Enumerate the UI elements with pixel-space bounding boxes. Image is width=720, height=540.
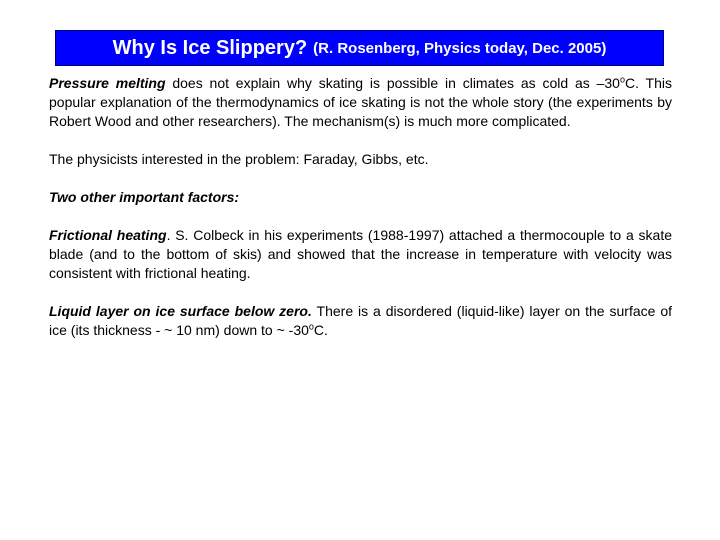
section-heading: Two other important factors: [49,189,240,205]
paragraph-text: There is a disordered (liquid-like) layer on the surface of ice (its thickness - ~ 10 nm) down to ~ -30 [49,303,672,338]
term-pressure-melting: Pressure melting [49,75,166,91]
term-frictional-heating: Frictional heating [49,227,167,243]
paragraph-text: . S. Colbeck in his experiments (1988-1997) attached a thermocouple to a skate blade (and to the bottom of skis) and showed that the increase in temperature with velocity was consistent with frictional heating. [49,227,672,281]
degree-superscript: o [308,321,314,332]
paragraph-liquid-layer [49,302,672,340]
paragraph-pressure-melting [49,74,672,131]
paragraph-text: C. [313,322,328,338]
paragraph-text: does not explain why skating is possible in climates as cold as –30 [165,75,620,91]
slide-title-bar [55,30,664,66]
term-liquid-layer: Liquid layer on ice surface below zero. [49,303,312,319]
paragraph-text: C. This popular explanation of the thermodynamics of ice skating is not the whole story (the experiments by Robert Wood and other researchers). The mechanism(s) is much more complicated. [49,75,672,129]
slide-title-reference: (R. Rosenberg, Physics today, Dec. 2005) [313,39,607,57]
degree-superscript: o [619,74,625,85]
paragraph-physicists: The physicists interested in the problem: Faraday, Gibbs, etc. [49,151,429,167]
slide-content [49,74,672,340]
paragraph-frictional-heating [49,226,672,283]
slide-title: Why Is Ice Slippery? [112,36,308,59]
